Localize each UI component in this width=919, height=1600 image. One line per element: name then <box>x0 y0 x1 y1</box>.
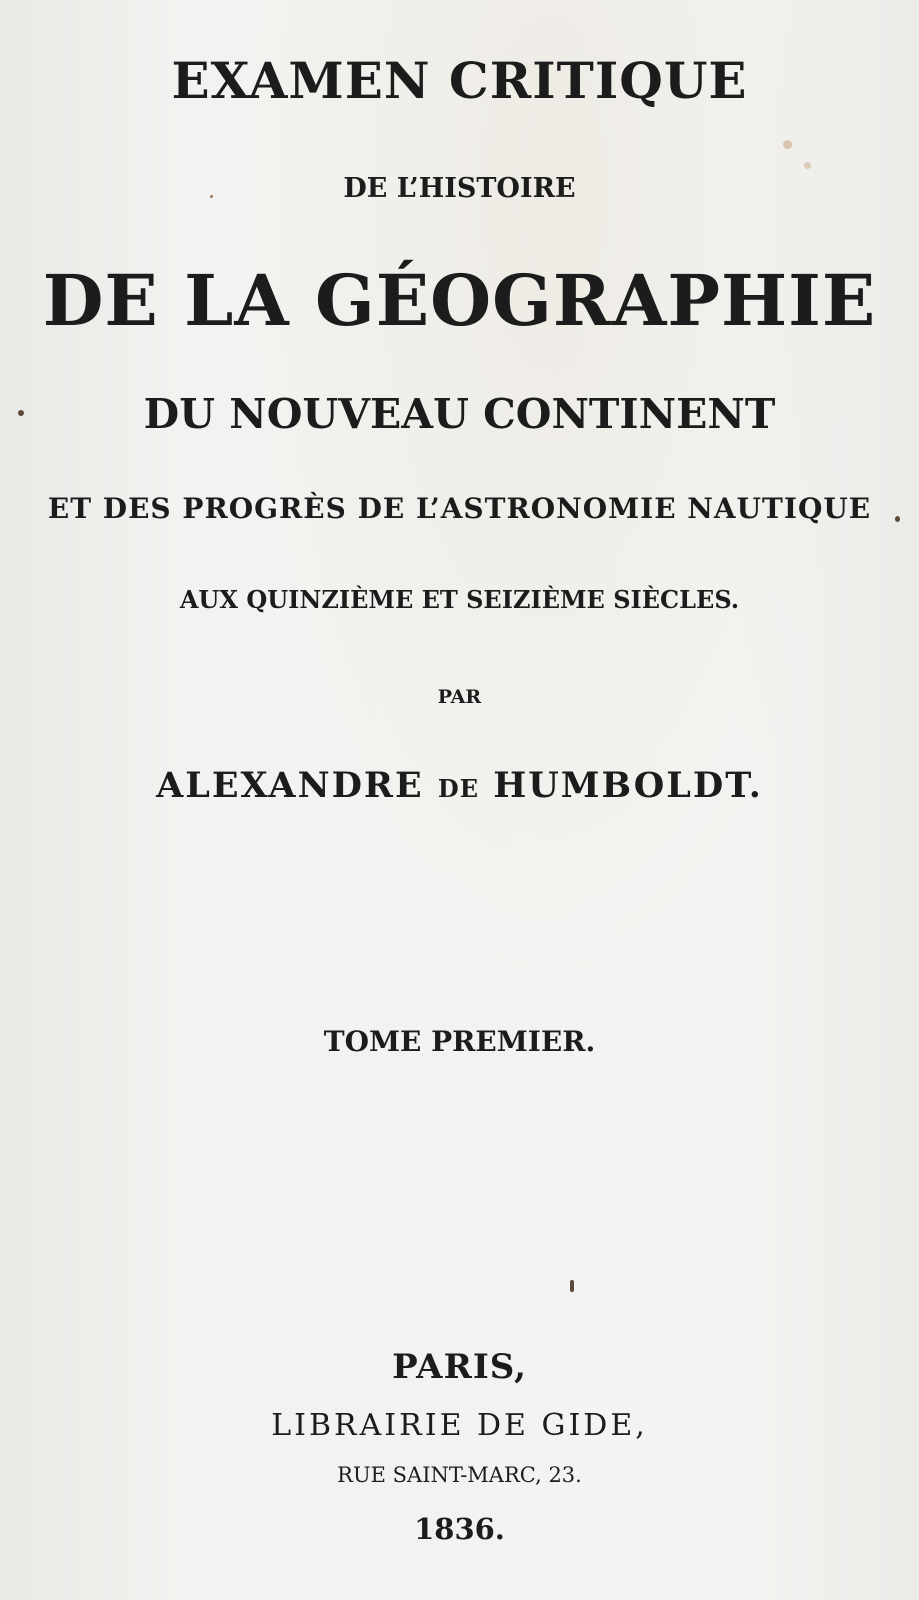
title-line-2: DE L’HISTOIRE <box>343 173 576 204</box>
foxing-spot <box>804 162 811 169</box>
foxing-spot <box>18 410 24 416</box>
imprint-publisher: LIBRAIRIE DE GIDE, <box>271 1408 648 1443</box>
imprint-city: PARIS, <box>392 1347 527 1387</box>
imprint-year: 1836. <box>414 1512 505 1546</box>
foxing-spot <box>210 195 213 198</box>
title-line-3: DE LA GÉOGRAPHIE <box>42 259 877 342</box>
foxing-spot <box>783 140 792 149</box>
subtitle-line-2: AUX QUINZIÈME ET SEIZIÈME SIÈCLES. <box>179 585 740 614</box>
author-last-name: HUMBOLDT. <box>493 765 763 806</box>
foxing-spot <box>570 1280 574 1292</box>
title-line-4: DU NOUVEAU CONTINENT <box>143 390 776 438</box>
author-particle: DE <box>437 774 479 803</box>
foxing-spot <box>895 516 900 522</box>
title-line-1: EXAMEN CRITIQUE <box>171 51 748 110</box>
subtitle-line-1: ET DES PROGRÈS DE L’ASTRONOMIE NAUTIQUE <box>47 492 872 525</box>
volume-label: TOME PREMIER. <box>323 1025 596 1058</box>
author-name <box>0 765 919 806</box>
author-first-name: ALEXANDRE <box>156 765 424 806</box>
imprint-address: RUE SAINT-MARC, 23. <box>337 1463 582 1487</box>
by-line: PAR <box>437 686 482 708</box>
